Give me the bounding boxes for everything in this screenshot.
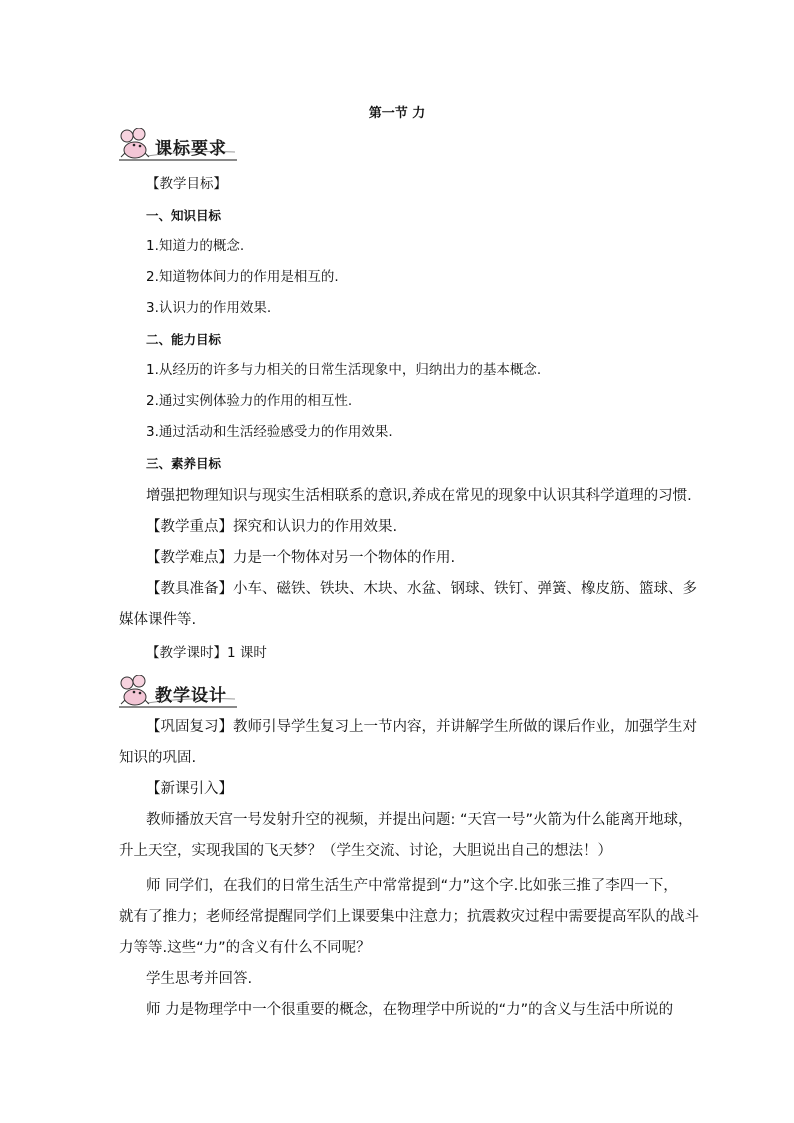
goals-label: 【教学目标】: [146, 176, 227, 192]
paragraph-line: 力等等.这些“力”的含义有什么不同呢？: [119, 940, 371, 956]
paragraph-line: 1.从经历的许多与力相关的日常生活现象中，归纳出力的基本概念.: [146, 362, 542, 378]
paragraph-line: 【教学难点】力是一个物体对另一个物体的作用.: [146, 550, 456, 566]
paragraph-line: 1.知道力的概念.: [146, 238, 245, 254]
paragraph-line: 教师播放天宫一号发射升空的视频，并提出问题: “天宫一号”火箭为什么能离开地球，: [146, 812, 693, 828]
paragraph-line: 师 同学们，在我们的日常生活生产中常常提到“力”这个字.比如张三推了李四一下，: [146, 878, 678, 894]
paragraph-line: 【教学课时】1 课时: [146, 645, 267, 661]
paragraph-line: 2.通过实例体验力的作用的相互性.: [146, 393, 353, 409]
paragraph-line: 3.认识力的作用效果.: [146, 300, 272, 316]
paragraph-line: 增强把物理知识与现实生活相联系的意识,养成在常见的现象中认识其科学道理的习惯.: [146, 488, 692, 504]
banner-label: 教学设计: [155, 686, 227, 706]
paragraph-line: 【教具准备】小车、磁铁、铁块、木块、水盆、钢球、铁钉、弹簧、橡皮筋、篮球、多: [146, 581, 697, 597]
paragraph-line: 3.通过活动和生活经验感受力的作用效果.: [146, 424, 393, 440]
banner-label: 课标要求: [155, 139, 227, 159]
section-heading: 三、素养目标: [146, 456, 222, 471]
paragraph-line: 师 力是物理学中一个很重要的概念，在物理学中所说的“力”的含义与生活中所说的: [146, 1002, 674, 1018]
paragraph-line: 就有了推力；老师经常提醒同学们上课要集中注意力；抗震救灾过程中需要提高军队的战斗: [119, 909, 699, 925]
section-banner-curriculum: [117, 128, 239, 162]
section-banner-design: [117, 675, 239, 709]
paragraph-line: 2.知道物体间力的作用是相互的.: [146, 269, 339, 285]
section-heading: 二、能力目标: [146, 332, 222, 347]
paragraph-line: 【教学重点】探究和认识力的作用效果.: [146, 519, 398, 535]
paragraph-line: 【巩固复习】教师引导学生复习上一节内容，并讲解学生所做的课后作业，加强学生对: [146, 719, 697, 735]
paragraph-line: 【新课引入】: [146, 781, 233, 797]
section-heading: 一、知识目标: [146, 208, 222, 223]
page-title: 第一节 力: [368, 106, 426, 121]
paragraph-line: 知识的巩固.: [119, 750, 197, 766]
paragraph-line: 升上天空，实现我国的飞天梦？（学生交流、讨论，大胆说出自己的想法！）: [119, 843, 612, 859]
paragraph-line: 学生思考并回答.: [146, 971, 253, 987]
paragraph-line: 媒体课件等.: [119, 612, 197, 628]
